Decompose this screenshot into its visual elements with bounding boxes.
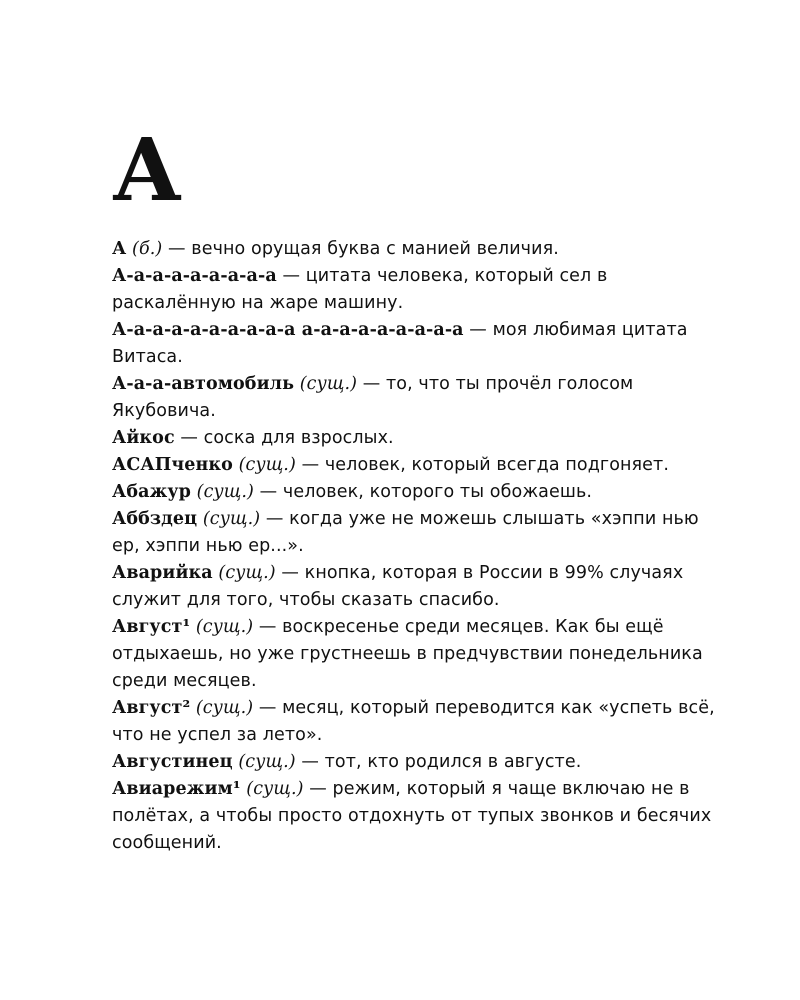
entry-dash: — [301, 752, 319, 772]
entry-definition: режим, который я чаще включаю не в полётах, а чтобы просто отдохнуть от тупых звонков и бесячих сообщений. [112, 779, 712, 853]
entry-term: АСАПченко [112, 455, 233, 475]
entry-dash: — [258, 698, 277, 718]
entry-definition: воскресенье среди месяцев. Как бы ещё отдыхаешь, но уже грустнеешь в предчувствии понедельника среди месяцев. [112, 617, 703, 691]
dictionary-entry [112, 317, 722, 371]
entry-definition: тот, кто родился в августе. [324, 752, 582, 772]
entry-dash: — [282, 266, 301, 286]
entry-part-of-speech: (сущ.) [246, 779, 304, 799]
entry-dash: — [469, 320, 487, 340]
entry-dash: — [281, 563, 299, 583]
entry-term: Айкос [112, 428, 175, 448]
entry-part-of-speech: (сущ.) [238, 752, 296, 772]
entry-term: А-а-а-а-а-а-а-а-а [112, 266, 277, 286]
entry-definition: моя любимая цитата Витаса. [112, 320, 688, 367]
entry-definition: вечно орущая буква с манией величия. [191, 239, 559, 259]
entry-term: Абажур [112, 482, 191, 502]
entry-part-of-speech: (сущ.) [196, 482, 254, 502]
section-letter: А [112, 120, 182, 221]
dictionary-entry [112, 614, 722, 695]
entry-term: Аббздец [112, 509, 198, 529]
entry-definition: человек, который всегда подгоняет. [324, 455, 669, 475]
entry-dash: — [309, 779, 327, 799]
entry-dash: — [301, 455, 320, 475]
entry-dash: — [180, 428, 198, 448]
entry-part-of-speech: (сущ.) [202, 509, 261, 529]
entry-term: Авиарежим¹ [112, 779, 241, 799]
dictionary-entry [112, 506, 722, 560]
entry-definition: кнопка, которая в России в 99% случаях служит для того, чтобы сказать спасибо. [112, 563, 684, 610]
entry-definition: когда уже не можешь слышать «хэппи нью ер, хэппи нью ер...». [112, 509, 699, 556]
entry-part-of-speech: (сущ.) [218, 563, 276, 583]
entry-term: Аварийка [112, 563, 213, 583]
entry-part-of-speech: (сущ.) [238, 455, 296, 475]
dictionary-page [112, 120, 722, 857]
dictionary-entry [112, 560, 722, 614]
dictionary-entry [112, 236, 722, 263]
entry-part-of-speech: (сущ.) [195, 698, 254, 718]
dictionary-entry [112, 371, 722, 425]
entry-term: А-а-а-а-а-а-а-а-а-а а-а-а-а-а-а-а-а-а [112, 320, 464, 340]
entry-dash: — [168, 239, 186, 259]
entry-part-of-speech: (сущ.) [299, 374, 358, 394]
entry-definition: соска для взрослых. [203, 428, 394, 448]
entry-dash: — [265, 509, 284, 529]
dictionary-entry [112, 263, 722, 317]
dictionary-entry [112, 695, 722, 749]
entry-dash: — [258, 617, 277, 637]
entry-term: Августинец [112, 752, 233, 772]
entry-definition: месяц, который переводится как «успеть всё, что не успел за лето». [112, 698, 715, 745]
entry-definition: то, что ты прочёл голосом Якубовича. [112, 374, 634, 421]
entry-definition: человек, которого ты обожаешь. [282, 482, 593, 502]
dictionary-entry [112, 776, 722, 857]
entry-term: А [112, 239, 127, 259]
dictionary-entry [112, 452, 722, 479]
entry-dash: — [362, 374, 381, 394]
dictionary-entry [112, 479, 722, 506]
entry-part-of-speech: (б.) [132, 239, 163, 259]
entry-term: А-а-а-автомобиль [112, 374, 295, 394]
entry-definition: цитата человека, который сел в раскалённую на жаре машину. [112, 266, 608, 313]
dictionary-entry [112, 749, 722, 776]
entry-dash: — [259, 482, 278, 502]
dictionary-entry [112, 425, 722, 452]
entry-part-of-speech: (сущ.) [195, 617, 254, 637]
entry-term: Август² [112, 698, 191, 718]
entry-list [112, 236, 722, 857]
entry-term: Август¹ [112, 617, 191, 637]
